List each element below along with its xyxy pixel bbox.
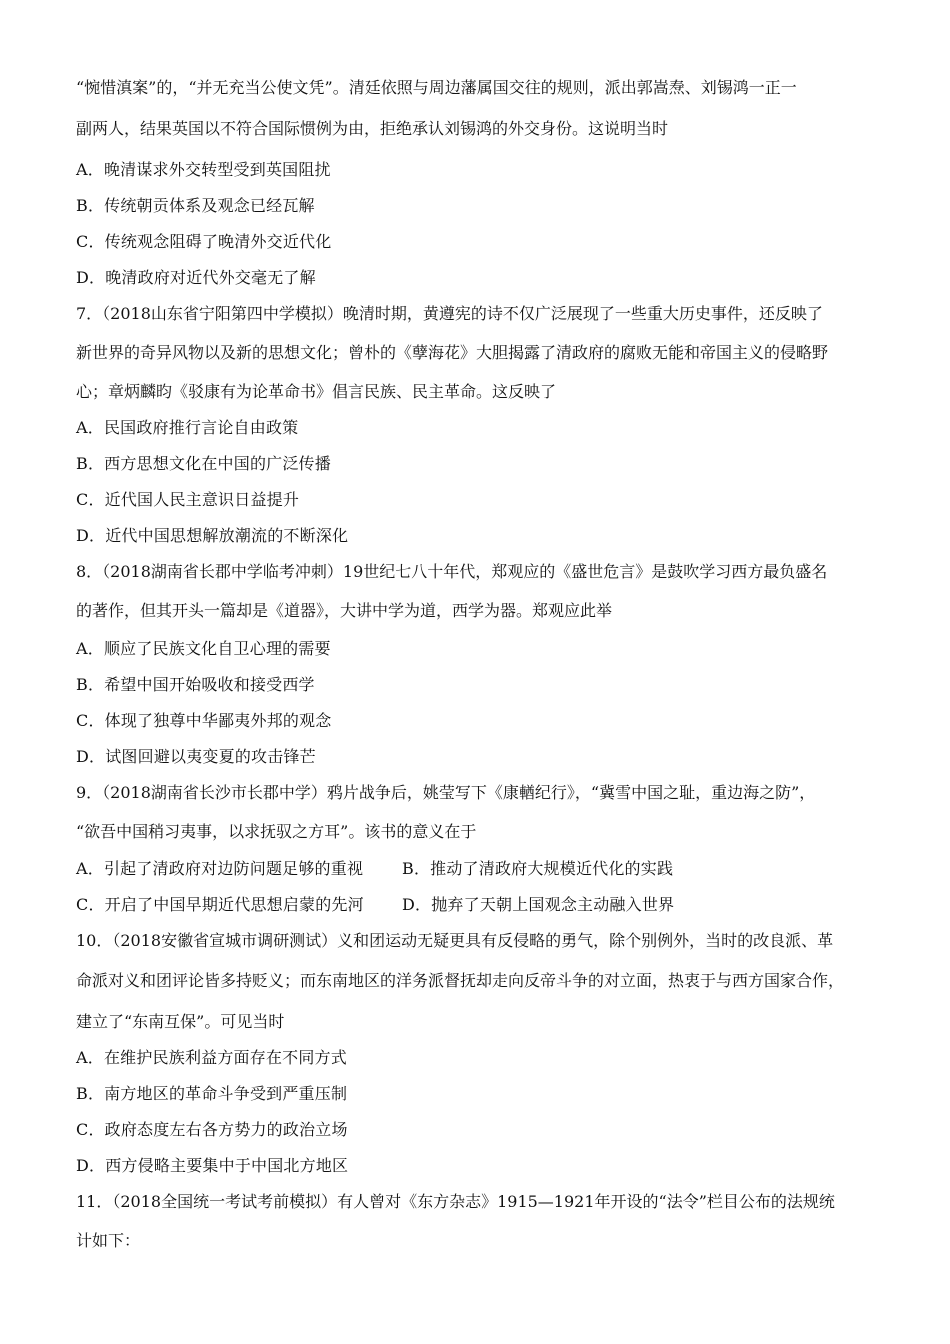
q7-option-b: B．西方思想文化在中国的广泛传播 [76, 454, 331, 473]
q7-option-d: D．近代中国思想解放潮流的不断深化 [76, 526, 349, 545]
q8-stem-line-2: 的著作，但其开头一篇却是《道器》，大讲中学为道，西学为器。郑观应此举 [76, 601, 613, 620]
q10-option-d: D．西方侵略主要集中于中国北方地区 [76, 1156, 349, 1175]
q9-option-c: C．开启了中国早期近代思想启蒙的先河 [76, 895, 364, 914]
q7-option-a: A．民国政府推行言论自由政策 [76, 418, 299, 437]
q7-stem-line-3: 心；章炳麟昀《驳康有为论革命书》倡言民族、民主革命。这反映了 [76, 382, 557, 401]
q6-option-d: D．晚清政府对近代外交毫无了解 [76, 268, 316, 287]
q8-option-c: C．体现了独尊中华鄙夷外邦的观念 [76, 711, 332, 730]
q10-option-a: A．在维护民族利益方面存在不同方式 [76, 1048, 347, 1067]
q8-option-d: D．试图回避以夷变夏的攻击锋芒 [76, 747, 316, 766]
q10-stem-line-3: 建立了“东南互保”。可见当时 [76, 1012, 285, 1031]
q7-stem-line-2: 新世界的奇异风物以及新的思想文化；曾朴的《孽海花》大胆揭露了清政府的腐败无能和帝国主义的侵略野 [76, 343, 829, 362]
q7-option-c: C．近代国人民主意识日益提升 [76, 490, 300, 509]
q6-option-a: A．晚清谋求外交转型受到英国阻扰 [76, 160, 331, 179]
q9-stem-line-1: 9．（2018湖南省长沙市长郡中学）鸦片战争后，姚莹写下《康輶纪行》，“冀雪中国之耻，重边海之防”， [76, 783, 816, 802]
q8-stem-line-1: 8．（2018湖南省长郡中学临考冲刺）19世纪七八十年代，郑观应的《盛世危言》是鼓吹学习西方最负盛名 [76, 562, 828, 581]
q9-option-d: D．抛弃了天朝上国观念主动融入世界 [402, 895, 675, 914]
q9-option-a: A．引起了清政府对边防问题足够的重视 [76, 859, 364, 878]
q6-option-c: C．传统观念阻碍了晚清外交近代化 [76, 232, 332, 251]
q7-stem-line-1: 7．（2018山东省宁阳第四中学模拟）晚清时期，黄遵宪的诗不仅广泛展现了一些重大历史事件，还反映了 [76, 304, 823, 323]
q6-stem-line-1: “惋惜滇案”的，“并无充当公使文凭”。清廷依照与周边藩属国交往的规则，派出郭嵩焘、刘锡鸿一正一 [76, 78, 797, 97]
q10-option-c: C．政府态度左右各方势力的政治立场 [76, 1120, 348, 1139]
q8-option-a: A．顺应了民族文化自卫心理的需要 [76, 639, 331, 658]
q6-option-b: B．传统朝贡体系及观念已经瓦解 [76, 196, 315, 215]
q6-stem-line-2: 副两人，结果英国以不符合国际惯例为由，拒绝承认刘锡鸿的外交身份。这说明当时 [76, 119, 669, 138]
q11-stem-line-2: 计如下： [76, 1231, 141, 1250]
q11-stem-line-1: 11．（2018全国统一考试考前模拟）有人曾对《东方杂志》1915—1921年开设的“法令”栏目公布的法规统 [76, 1192, 835, 1211]
q8-option-b: B．希望中国开始吸收和接受西学 [76, 675, 315, 694]
q10-stem-line-2: 命派对义和团评论皆多持贬义；而东南地区的洋务派督抚却走向反帝斗争的对立面，热衷于与西方国家合作， [76, 971, 845, 990]
q9-option-b: B．推动了清政府大规模近代化的实践 [402, 859, 674, 878]
q10-option-b: B．南方地区的革命斗争受到严重压制 [76, 1084, 348, 1103]
q10-stem-line-1: 10．（2018安徽省宣城市调研测试）义和团运动无疑更具有反侵略的勇气，除个别例外，当时的改良派、革 [76, 931, 834, 950]
q9-stem-line-2: “欲吾中国稍习夷事，以求抚驭之方耳”。该书的意义在于 [76, 822, 477, 841]
